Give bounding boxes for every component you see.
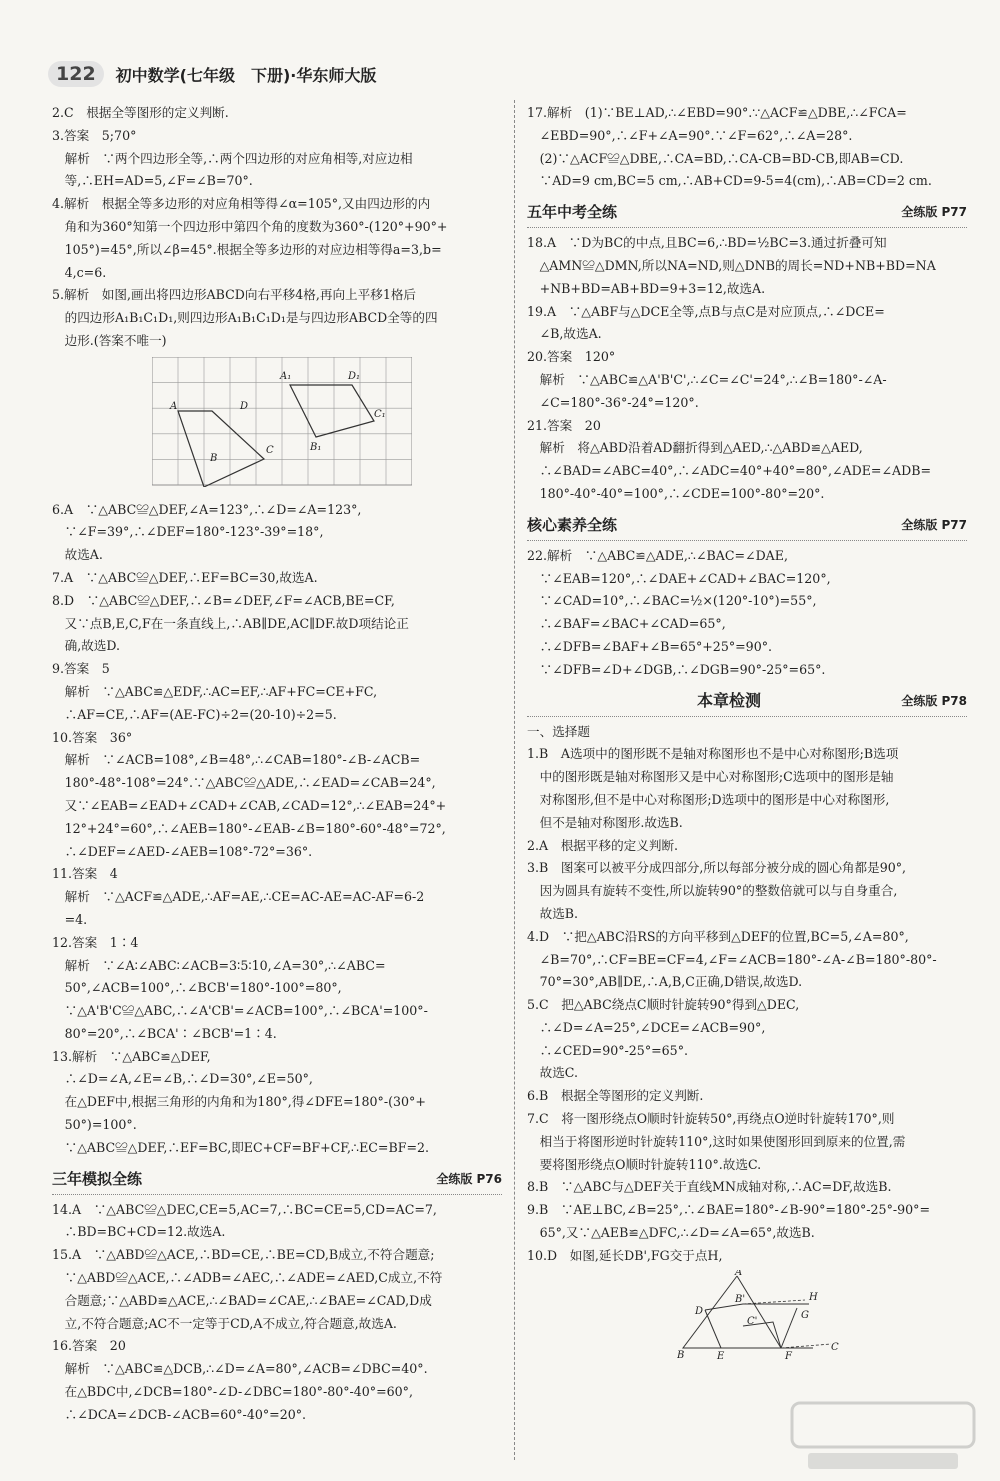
answer-line: ∴∠DEF=∠AED-∠AEB=108°-72°=36°. [52, 843, 313, 859]
page-title: 初中数学(七年级 下册)·华东师大版 [115, 65, 377, 85]
answer-line: 20.答案 120° [527, 349, 616, 365]
answer-line: 角和为360°知第一个四边形中第四个角的度数为360°-(120°+90°+ [52, 218, 448, 234]
triangle-figure [677, 1270, 857, 1360]
answer-line: ∴∠DFB=∠BAF+∠B=65°+25°=90°. [527, 638, 773, 654]
answer-block [527, 545, 967, 682]
answer-line: 1.B A选项中的图形既不是轴对称图形也不是中心对称图形;B选项 [527, 746, 899, 762]
answer-line: 边形.(答案不唯一) [52, 332, 167, 348]
label-F: F [785, 1350, 792, 1360]
answer-line: 12.答案 1∶4 [52, 934, 139, 950]
label-D1: D₁ [348, 370, 361, 382]
answer-line: ∵∠F=39°,∴∠DEF=180°-123°-39°=18°, [52, 524, 324, 540]
section-ref: 全练版 P78 [901, 693, 967, 708]
answer-line: 3.B 图案可以被平分成四部分,所以每部分被分成的圆心角都是90°, [527, 860, 907, 876]
answer-line: 合题意;∵△ABD≌△ACE,∴∠BAD=∠CAE,∴∠BAE=∠CAD,D成 [52, 1292, 432, 1308]
answer-line: 4,c=6. [52, 264, 107, 280]
answer-line: 16.答案 20 [52, 1338, 126, 1354]
answer-line: 180°-40°-40°=100°,∴∠CDE=100°-80°=20°. [527, 485, 825, 501]
label-B1: B₁ [310, 441, 322, 453]
section-title: 三年模拟全练 [52, 1169, 143, 1188]
section-header [527, 686, 967, 717]
answer-line: 又∵点B,E,C,F在一条直线上,∴AB∥DE,AC∥DF.故D项结论正 [52, 615, 409, 631]
label-B: B [677, 1349, 685, 1360]
answer-line: 中的图形既是轴对称图形又是中心对称图形;C选项中的图形是轴 [527, 769, 894, 785]
answer-line: 17.解析 (1)∵BE⊥AD,∴∠EBD=90°.∵△ACF≌△DBE,∴∠FCA= [527, 105, 907, 120]
answer-line: 180°-48°-108°=24°.∵△ABC≌△ADE,∴∠EAD=∠CAB=24°, [52, 775, 436, 791]
label-D: D [695, 1305, 704, 1317]
answer-line: 10.D 如图,延长DB',FG交于点H, [527, 1247, 723, 1263]
section-header [52, 1164, 502, 1195]
answer-line: ∴∠BAD=∠ABC=40°,∴∠ADC=40°+40°=80°,∠ADE=∠ADB= [527, 463, 932, 479]
watermark-logo [788, 1397, 978, 1475]
grid-figure [152, 357, 412, 487]
right-column [527, 102, 967, 1367]
answer-line: ∠B,故选A. [527, 326, 602, 342]
section-ref: 全练版 P76 [436, 1171, 502, 1186]
answer-block [52, 1199, 502, 1427]
answer-line: 2.C 根据全等图形的定义判断. [52, 105, 229, 120]
answer-line: 在△BDC中,∠DCB=180°-∠D-∠DBC=180°-80°-40°=60°, [52, 1384, 413, 1400]
answer-line: ∴∠BAF=∠BAC+∠CAD=65°, [527, 616, 726, 632]
answer-line: 70°=30°,AB∥DE,∴A,B,C正确,D错误,故选D. [527, 974, 803, 990]
label-A: A [170, 400, 178, 412]
answer-line: 50°)=100°. [52, 1117, 137, 1133]
answer-line: 故选C. [527, 1065, 578, 1081]
answer-line: ∵△ABD≌△ACE,∴∠ADB=∠AEC,∴∠ADE=∠AED,C成立,不符 [52, 1270, 443, 1286]
answer-line: 19.A ∵△ABF与△DCE全等,点B与点C是对应顶点,∴∠DCE= [527, 303, 885, 319]
answer-line: 8.D ∵△ABC≌△DEF,∴∠B=∠DEF,∠F=∠ACB,BE=CF, [52, 592, 395, 608]
answer-line: 4.解析 根据全等多边形的对应角相等得∠α=105°,又由四边形的内 [52, 196, 431, 212]
section-ref: 全练版 P77 [901, 517, 967, 532]
answer-line: ∵∠CAD=10°,∴∠BAC=½×(120°-10°)=55°, [527, 593, 817, 609]
answer-line: ∴∠CED=90°-25°=65°. [527, 1042, 688, 1058]
label-C: C [266, 444, 274, 456]
answer-line: 15.A ∵△ABD≌△ACE,∴BD=CE,∴BE=CD,B成立,不符合题意; [52, 1247, 435, 1263]
page-header [48, 58, 376, 90]
answer-line: 又∵∠EAB=∠EAD+∠CAD+∠CAB,∠CAD=12°,∴∠EAB=24°+ [52, 797, 447, 813]
section-title: 本章检测 [697, 690, 762, 710]
answer-line: 80°=20°,∴∠BCA'∶∠BCB'=1∶4. [52, 1025, 277, 1041]
answer-line: ∴AF=CE,∴AF=(AE-FC)÷2=(20-10)÷2=5. [52, 706, 337, 722]
answer-line: 解析 ∵△ABC≌△DCB,∴∠D=∠A=80°,∠ACB=∠DBC=40°. [52, 1361, 428, 1377]
answer-line: 解析 ∵∠ACB=108°,∠B=48°,∴∠CAB=180°-∠B-∠ACB= [52, 752, 421, 768]
answer-line: 解析 ∵∠A∶∠ABC∶∠ACB=3∶5∶10,∠A=30°,∴∠ABC= [52, 957, 386, 973]
section-title: 核心素养全练 [527, 515, 618, 534]
answer-line: 相当于将图形逆时针旋转110°,这时如果使图形回到原来的位置,需 [527, 1133, 906, 1149]
label-A: A [735, 1269, 743, 1278]
answer-line: ∴∠D=∠A=25°,∠DCE=∠ACB=90°, [527, 1019, 766, 1035]
section-ref: 全练版 P77 [901, 205, 967, 220]
answer-line: ∵△ABC≌△DEF,∴EF=BC,即EC+CF=BF+CF,∴EC=BF=2. [52, 1139, 430, 1155]
answer-line: ∵△A'B'C≌△ABC,∴∠A'CB'=∠ACB=100°,∴∠BCA'=100°- [52, 1003, 428, 1019]
answer-line: ∵AD=9 cm,BC=5 cm,∴AB+CD=9-5=4(cm),∴AB=CD=2 cm. [527, 173, 932, 189]
section-header [527, 510, 967, 541]
answer-line: ∵∠EAB=120°,∴∠DAE+∠CAD+∠BAC=120°, [527, 570, 831, 586]
left-column [52, 102, 502, 1427]
answer-line: 故选A. [52, 547, 103, 563]
answer-line: 14.A ∵△ABC≌△DEC,CE=5,AC=7,∴BC=CE=5,CD=AC=7, [52, 1201, 437, 1217]
answer-line: 的四边形A₁B₁C₁D₁,则四边形A₁B₁C₁D₁是与四边形ABCD全等的四 [52, 310, 438, 326]
answer-line: 在△DEF中,根据三角形的内角和为180°,得∠DFE=180°-(30°+ [52, 1094, 426, 1110]
answer-block [52, 102, 502, 353]
answer-line: 3.答案 5;70° [52, 127, 137, 143]
answer-line: 但不是轴对称图形.故选B. [527, 814, 683, 830]
answer-line: 8.B ∵△ABC与△DEF关于直线MN成轴对称,∴AC=DF,故选B. [527, 1179, 892, 1195]
answer-block [527, 102, 967, 193]
answer-line: 7.C 将一图形绕点O顺时针旋转50°,再绕点O逆时针旋转170°,则 [527, 1111, 895, 1127]
answer-line: 一、选择题 [527, 723, 590, 739]
answer-line: ∴∠DCA=∠DCB-∠ACB=60°-40°=20°. [52, 1406, 307, 1422]
label-B: B [210, 452, 218, 464]
answer-line: ∠B=70°,∴CF=BE=CF=4,∠F=∠ACB=180°-∠A-∠B=180°-80°- [527, 951, 937, 967]
answer-line: 解析 ∵△ACF≌△ADE,∴AF=AE,∴CE=AC-AE=AC-AF=6-2 [52, 889, 425, 905]
label-H: H [809, 1291, 818, 1303]
answer-block [527, 232, 967, 506]
answer-line: ∠EBD=90°,∴∠F+∠A=90°.∵∠F=62°,∴∠A=28°. [527, 127, 853, 143]
column-divider [514, 100, 515, 1460]
answer-line: 21.答案 20 [527, 417, 601, 433]
answer-line: 故选B. [527, 905, 579, 921]
answer-line: =4. [52, 911, 88, 927]
answer-line: 5.C 把△ABC绕点C顺时针旋转90°得到△DEC, [527, 997, 800, 1013]
answer-line: 9.答案 5 [52, 661, 110, 677]
answer-line: 4.D ∵把△ABC沿RS的方向平移到△DEF的位置,BC=5,∠A=80°, [527, 928, 909, 944]
answer-line: 13.解析 ∵△ABC≌△DEF, [52, 1048, 211, 1064]
label-A1: A₁ [280, 370, 292, 382]
answer-line: (2)∵△ACF≌△DBE,∴CA=BD,∴CA-CB=BD-CB,即AB=CD. [527, 150, 904, 166]
answer-line: 解析 ∵△ABC≌△A'B'C',∴∠C=∠C'=24°,∴∠B=180°-∠A- [527, 371, 887, 387]
label-E: E [717, 1350, 725, 1360]
label-C: C [831, 1341, 839, 1353]
answer-line: 65°,又∵△AEB≌△DFC,∴∠D=∠A=65°,故选B. [527, 1225, 815, 1241]
answer-line: 7.A ∵△ABC≌△DEF,∴EF=BC=30,故选A. [52, 569, 318, 585]
answer-line: ∴∠D=∠A,∠E=∠B,∴∠D=30°,∠E=50°, [52, 1071, 313, 1087]
answer-block [527, 721, 967, 1268]
answer-line: 等,∴EH=AD=5,∠F=∠B=70°. [52, 173, 253, 189]
answer-line: 18.A ∵D为BC的中点,且BC=6,∴BD=½BC=3.通过折叠可知 [527, 235, 887, 251]
answer-line: 5.解析 如图,画出将四边形ABCD向右平移4格,再向上平移1格后 [52, 287, 417, 303]
label-B-prime: B' [735, 1293, 746, 1305]
answer-line: 12°+24°=60°,∴∠AEB=180°-∠EAB-∠B=180°-60°-48°=72°, [52, 820, 446, 836]
answer-line: 解析 ∵两个四边形全等,∴两个四边形的对应角相等,对应边相 [52, 150, 413, 166]
answer-line: 9.B ∵AE⊥BC,∠B=25°,∴∠BAE=180°-∠B-90°=180°-25°-90°= [527, 1202, 930, 1218]
answer-line: 要将图形绕点O顺时针旋转110°.故选C. [527, 1156, 762, 1172]
answer-line: +NB+BD=AB+BD=9+3=12,故选A. [527, 280, 766, 296]
answer-line: 2.A 根据平移的定义判断. [527, 837, 679, 853]
answer-line: 6.B 根据全等图形的定义判断. [527, 1088, 704, 1104]
answer-line: 解析 ∵△ABC≌△EDF,∴AC=EF,∴AF+FC=CE+FC, [52, 683, 378, 699]
label-C1: C₁ [374, 408, 386, 420]
answer-block [52, 499, 502, 1160]
answer-line: 对称图形,但不是中心对称图形;D选项中的图形是中心对称图形, [527, 791, 890, 807]
answer-line: 解析 将△ABD沿着AD翻折得到△AED,∴△ABD≌△AED, [527, 440, 863, 456]
answer-line: 50°,∠ACB=100°,∴∠BCB'=180°-100°=80°, [52, 980, 342, 996]
answer-line: △AMN≌△DMN,所以NA=ND,则△DNB的周长=ND+NB+BD=NA [527, 257, 936, 273]
answer-line: 105°)=45°,所以∠β=45°.根据全等多边形的对应边相等得a=3,b= [52, 241, 442, 257]
label-G: G [801, 1309, 809, 1321]
answer-line: 22.解析 ∵△ABC≌△ADE,∴∠BAC=∠DAE, [527, 547, 788, 563]
answer-line: 立,不符合题意;AC不一定等于CD,A不成立,符合题意,故选A. [52, 1315, 397, 1331]
answer-line: 10.答案 36° [52, 729, 133, 745]
section-title: 五年中考全练 [527, 203, 618, 222]
answer-line: 确,故选D. [52, 638, 121, 654]
section-header [527, 197, 967, 228]
page-number: 122 [48, 61, 104, 87]
answer-line: ∴BD=BC+CD=12.故选A. [52, 1224, 226, 1240]
label-D: D [240, 400, 249, 412]
answer-line: 因为圆具有旋转不变性,所以旋转90°的整数倍就可以与自身重合, [527, 883, 898, 899]
answer-line: ∠C=180°-36°-24°=120°. [527, 394, 699, 410]
answer-line: 6.A ∵△ABC≌△DEF,∠A=123°,∴∠D=∠A=123°, [52, 501, 362, 517]
answer-line: 11.答案 4 [52, 866, 118, 882]
answer-line: ∵∠DFB=∠D+∠DGB,∴∠DGB=90°-25°=65°. [527, 661, 826, 677]
label-C-prime: C' [747, 1315, 758, 1327]
